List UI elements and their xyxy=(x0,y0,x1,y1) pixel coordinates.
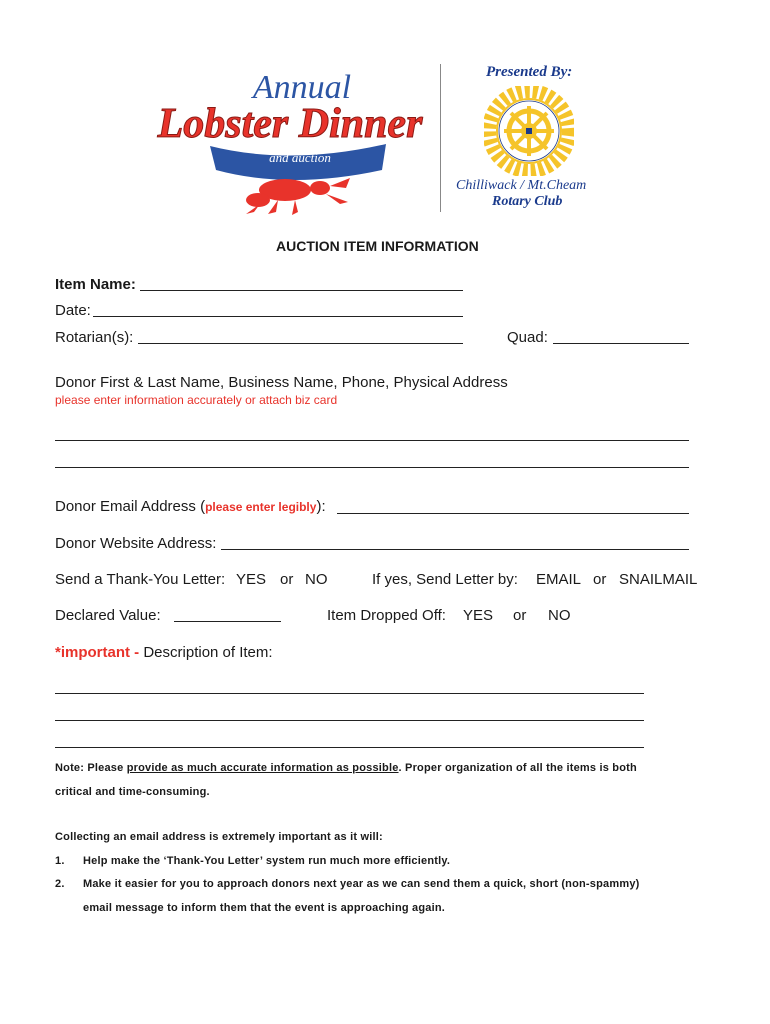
logo-lobster-dinner-text: Lobster Dinner xyxy=(157,101,423,147)
quad-field[interactable] xyxy=(553,343,689,344)
list-item-2b: email message to inform them that the event is approaching again. xyxy=(83,902,446,914)
dropped-off-label: Item Dropped Off: xyxy=(327,607,446,624)
donor-email-hint: please enter legibly xyxy=(205,500,317,514)
donor-info-field-1[interactable] xyxy=(55,440,689,441)
note-line-2: critical and time-consuming. xyxy=(55,786,210,798)
send-by-snailmail-option[interactable]: SNAILMAIL xyxy=(619,571,698,588)
thankyou-no-option[interactable]: NO xyxy=(305,571,328,588)
note-underlined: provide as much accurate information as possible xyxy=(126,762,399,774)
rotarians-field[interactable] xyxy=(138,343,463,344)
logo-annual-text: Annual xyxy=(252,69,352,106)
description-label-text: Description of Item: xyxy=(143,644,273,661)
send-by-or-text: or xyxy=(593,571,607,588)
list-number-2: 2. xyxy=(55,878,65,890)
rotary-wheel-icon xyxy=(484,86,574,176)
thankyou-label: Send a Thank-You Letter: xyxy=(55,571,226,588)
note-suffix: . Proper organization of all the items is both xyxy=(398,762,637,774)
note-prefix: Note: Please xyxy=(55,762,127,774)
donor-info-field-2[interactable] xyxy=(55,467,689,468)
lobster-icon xyxy=(246,178,350,215)
description-label xyxy=(55,644,273,661)
collecting-heading: Collecting an email address is extremely important as it will: xyxy=(55,831,383,843)
item-name-field[interactable] xyxy=(140,290,463,291)
donor-email-label xyxy=(55,498,326,515)
donor-info-label: Donor First & Last Name, Business Name, Phone, Physical Address xyxy=(55,374,508,391)
dropped-off-yes-option[interactable]: YES xyxy=(463,607,494,624)
form-title: AUCTION ITEM INFORMATION xyxy=(276,238,479,254)
description-field-3[interactable] xyxy=(55,747,644,748)
item-name-label: Item Name: xyxy=(55,276,136,293)
logo-divider xyxy=(440,64,441,212)
dropped-off-no-option[interactable]: NO xyxy=(548,607,571,624)
donor-website-field[interactable] xyxy=(221,549,689,550)
donor-email-label-b: ): xyxy=(316,498,326,515)
presented-by-text: Presented By: xyxy=(486,64,573,80)
send-by-email-option[interactable]: EMAIL xyxy=(536,571,582,588)
declared-value-field[interactable] xyxy=(174,621,281,622)
send-by-label: If yes, Send Letter by: xyxy=(372,571,518,588)
declared-value-label: Declared Value: xyxy=(55,607,161,624)
important-marker: *important - xyxy=(55,644,140,661)
list-number-1: 1. xyxy=(55,855,65,867)
thankyou-or-text: or xyxy=(280,571,294,588)
note-line-1 xyxy=(55,762,637,774)
donor-email-label-a: Donor Email Address ( xyxy=(55,498,206,515)
logo-and-auction-text: and auction xyxy=(269,150,331,165)
rotarians-label: Rotarian(s): xyxy=(55,329,134,346)
quad-label: Quad: xyxy=(507,329,548,346)
club-name-line1: Chilliwack / Mt.Cheam xyxy=(456,178,587,193)
club-name-line2: Rotary Club xyxy=(492,194,563,209)
dropped-off-or-text: or xyxy=(513,607,527,624)
donor-info-hint: please enter information accurately or attach biz card xyxy=(55,393,338,407)
donor-website-label: Donor Website Address: xyxy=(55,535,217,552)
event-logo xyxy=(150,62,430,222)
list-item-1: Help make the ‘Thank-You Letter’ system run much more efficiently. xyxy=(83,855,451,867)
list-item-2a: Make it easier for you to approach donors next year as we can send them a quick, short (non-spammy) xyxy=(83,878,640,890)
donor-email-field[interactable] xyxy=(337,513,689,514)
description-field-2[interactable] xyxy=(55,720,644,721)
thankyou-yes-option[interactable]: YES xyxy=(236,571,267,588)
date-label: Date: xyxy=(55,302,91,319)
description-field-1[interactable] xyxy=(55,693,644,694)
date-field[interactable] xyxy=(93,316,463,317)
